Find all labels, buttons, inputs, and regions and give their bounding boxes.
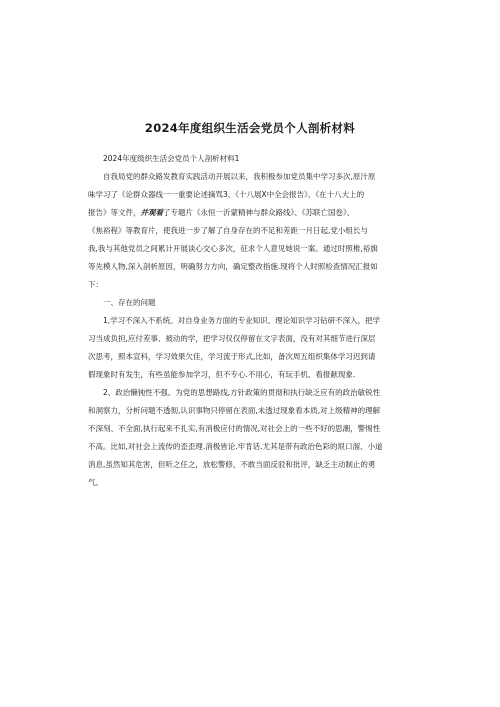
- paragraph-text: 了专题片《永恒一沂蒙精神与群众路线》、《苏联亡国卷》、: [163, 208, 355, 217]
- emphasized-text: 并观看: [140, 208, 163, 217]
- paragraph-line: 《焦裕程》等教育片，使我进一步了解了自身存在的不足和差距一月日起,党小组长与: [88, 226, 368, 235]
- section-heading: 一、存在的问题: [103, 298, 156, 307]
- paragraph-line: 自我局党的群众路发教育实践活动开展以来，我积极参加党员集中学习多次,原汁原: [103, 172, 376, 181]
- paragraph-line: 我,我与其他党员之间累计开展谈心交心多次，征求个人意见她说一案。通过时照椎,裕旗: [88, 244, 378, 253]
- document-title: 2024年度组织生活会党员个人剖析材料: [144, 121, 356, 135]
- paragraph-line: 等先模人物,深入剖析原因，明确努力方向，确定整改指施.现将个人时照检查情况汇报如: [88, 262, 378, 271]
- paragraph-line: 习当成负担,应付差事、被动的学，把学习仅仅停留在文字表面，没有对其细节进行深层: [88, 334, 376, 343]
- paragraph-line: 次思考，照本宣科，学习效果欠佳，学习流于形式,比如，备次周五组织集体学习迟到请: [88, 352, 376, 361]
- paragraph-text: 报告》等文件，: [88, 208, 141, 217]
- paragraph-line: 1,学习不深入不系统。对自身业务方面的专业知识、理论知识学习钻研不深入，把学: [103, 316, 381, 325]
- paragraph-line: [88, 204, 406, 222]
- paragraph-line: 和洞察力，分析问题不透彻,认识事物只停留在表面,未透过现象看本质,对上级精神的理解: [88, 406, 381, 415]
- paragraph-line: 下：: [88, 280, 103, 289]
- paragraph-line: 不高。比如,对社会上流传的歪歪理.消极皆论.牢肯话.尤其是带有政治色彩的垠口溜、小道: [88, 442, 383, 451]
- document-body: [88, 150, 406, 492]
- paragraph-line: 味学习了《论群众器线一一重要论述摘骂3、《十八展X中全会报告》、《在十八大上的: [88, 190, 365, 199]
- paragraph-line: 2、政治懒钝性不强。为党的思想路线,方针政策的贯彻和执行缺乏应有的政治敏锐性: [103, 388, 381, 397]
- paragraph-line: 不深刻、不全面,执行起来不扎实,有消极应付的情况,对社会上的一些不好的思潮，警惕性: [88, 424, 381, 433]
- paragraph-line: 假现象时有发生，有些虽能参加学习，但不专心.不用心，有玩手机、看报献现象.: [88, 370, 356, 379]
- paragraph-line: 消息,虽然知其危害，但听之任之，放松警修，不敢当面反驳和批评，缺乏主动制止的勇: [88, 460, 376, 469]
- subtitle-line: 2024年度级织生活会党员个人剖析材料1: [103, 154, 240, 163]
- paragraph-line: 气。: [88, 478, 103, 487]
